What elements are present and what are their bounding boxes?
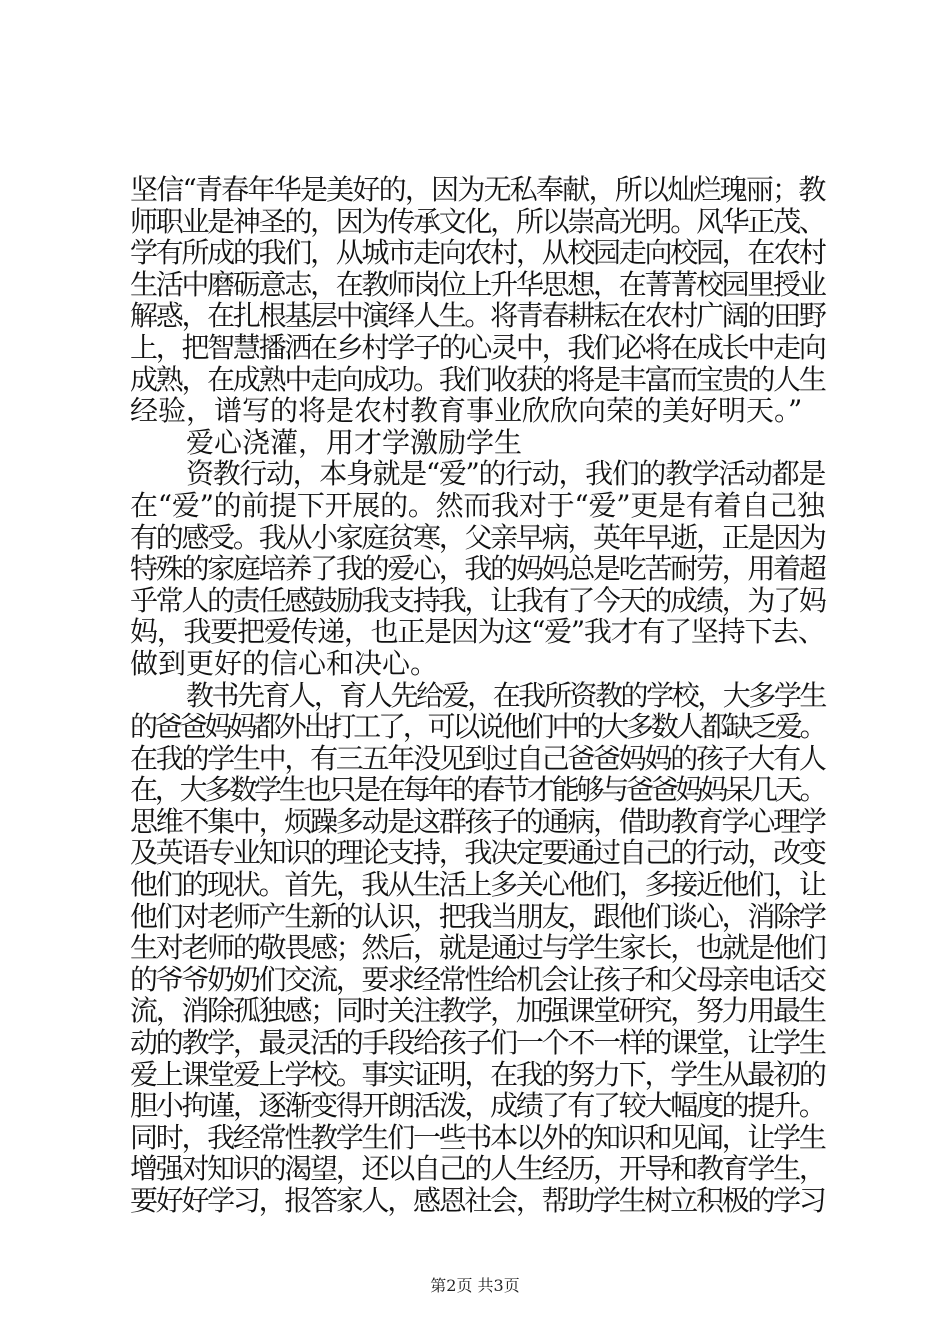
text-line: 在“爱”的前提下开展的。然而我对于“爱”更是有着自己独 (130, 488, 825, 522)
text-line: 有的感受。我从小家庭贫寒，父亲早病，英年早逝，正是因为 (130, 520, 825, 554)
text-line: 成熟，在成熟中走向成功。我们收获的将是丰富而宝贵的人生 (130, 362, 825, 396)
text-line: 动的教学，最灵活的手段给孩子们一个不一样的课堂，让学生 (130, 1026, 825, 1060)
text-line: 流，消除孤独感；同时关注教学，加强课堂研究，努力用最生 (130, 994, 825, 1028)
text-line: 解惑，在扎根基层中演绎人生。将青春耕耘在农村广阔的田野 (130, 299, 825, 333)
text-line: 生对老师的敬畏感；然后，就是通过与学生家长，也就是他们 (130, 931, 825, 965)
text-line: 增强对知识的渴望，还以自己的人生经历，开导和教育学生， (130, 1152, 825, 1186)
page-footer: 第2页 共3页 (430, 1276, 520, 1295)
text-line: 在我的学生中，有三五年没见到过自己爸爸妈妈的孩子大有人 (130, 741, 825, 775)
text-line: 他们对老师产生新的认识，把我当朋友，跟他们谈心，消除学 (130, 899, 825, 933)
text-line: 及英语专业知识的理论支持，我决定要通过自己的行动，改变 (130, 836, 825, 870)
text-line: 学有所成的我们，从城市走向农村，从校园走向校园，在农村 (130, 236, 825, 270)
text-line: 要好好学习，报答家人，感恩社会，帮助学生树立积极的学习 (130, 1184, 825, 1217)
text-line: 师职业是神圣的，因为传承文化，所以崇高光明。风华正茂、 (130, 204, 825, 238)
text-line: 爱上课堂爱上学校。事实证明，在我的努力下，学生从最初的 (130, 1057, 825, 1091)
text-line: 爱心浇灌，用才学激励学生 (186, 425, 523, 459)
text-line: 坚信“青春年华是美好的，因为无私奉献，所以灿烂瑰丽；教 (130, 173, 825, 206)
text-line: 思维不集中，烦躁多动是这群孩子的通病，借助教育学心理学 (130, 804, 825, 838)
document-body (130, 174, 830, 1217)
text-line: 上，把智慧播洒在乡村学子的心灵中，我们必将在成长中走向 (130, 330, 825, 364)
text-line: 同时，我经常性教学生们一些书本以外的知识和见闻，让学生 (130, 1120, 825, 1154)
text-line: 妈，我要把爱传递，也正是因为这“爱”我才有了坚持下去、 (130, 615, 825, 649)
text-line: 的爸爸妈妈都外出打工了，可以说他们中的大多数人都缺乏爱。 (130, 710, 825, 744)
text-line: 他们的现状。首先，我从生活上多关心他们，多接近他们，让 (130, 868, 825, 902)
text-line: 乎常人的责任感鼓励我支持我，让我有了今天的成绩，为了妈 (130, 583, 825, 617)
text-line: 资教行动，本身就是“爱”的行动，我们的教学活动都是 (186, 457, 825, 491)
text-line: 教书先育人，育人先给爱，在我所资教的学校，大多学生 (186, 678, 825, 712)
text-line: 在，大多数学生也只是在每年的春节才能够与爸爸妈妈呆几天。 (130, 773, 825, 807)
text-line: 的爷爷奶奶们交流，要求经常性给机会让孩子和父母亲电话交 (130, 962, 825, 996)
text-line: 生活中磨砺意志，在教师岗位上升华思想，在菁菁校园里授业 (130, 267, 825, 301)
text-line: 特殊的家庭培养了我的爱心，我的妈妈总是吃苦耐劳，用着超 (130, 552, 825, 586)
text-line: 做到更好的信心和决心。 (130, 646, 439, 680)
text-line: 胆小拘谨，逐渐变得开朗活泼，成绩了有了较大幅度的提升。 (130, 1089, 825, 1123)
text-line: 经验，谱写的将是农村教育事业欣欣向荣的美好明天。” (130, 394, 803, 428)
